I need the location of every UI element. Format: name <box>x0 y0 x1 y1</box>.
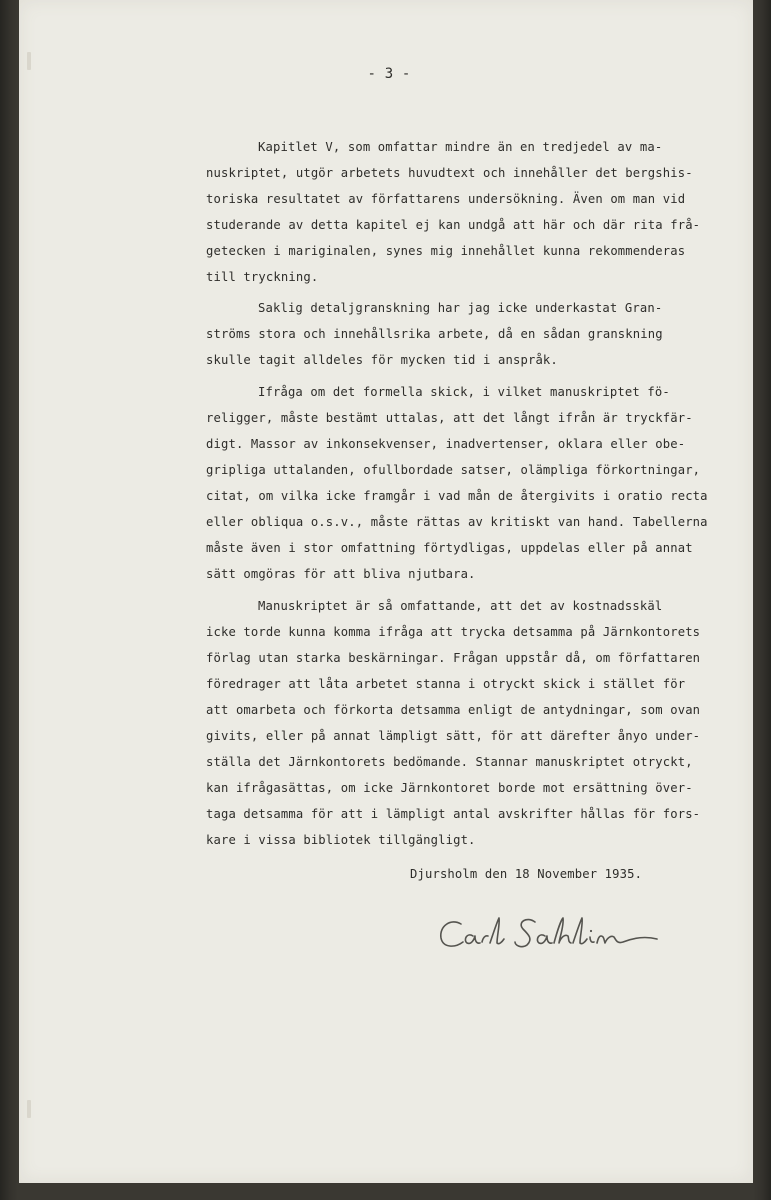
text-line: icke torde kunna komma ifråga att trycka detsamma på Järnkontorets <box>206 625 701 639</box>
text-line: kan ifrågasättas, om icke Järnkontoret borde mot ersättning över- <box>206 781 693 795</box>
text-line: religger, måste bestämt uttalas, att det långt ifrån är tryckfär- <box>206 411 693 425</box>
text-line: föredrager att låta arbetet stanna i otryckt skick i stället för <box>206 677 686 691</box>
text-line: skulle tagit alldeles för mycken tid i anspråk. <box>206 353 558 367</box>
text-line: Kapitlet V, som omfattar mindre än en tredjedel av ma- <box>258 140 663 154</box>
text-line: att omarbeta och förkorta detsamma enligt de antydningar, som ovan <box>206 703 701 717</box>
text-line: taga detsamma för att i lämpligt antal avskrifter hållas för fors- <box>206 807 701 821</box>
text-line: kare i vissa bibliotek tillgängligt. <box>206 833 476 847</box>
text-line: förlag utan starka beskärningar. Frågan uppstår då, om författaren <box>206 651 701 665</box>
handwritten-signature <box>437 912 677 956</box>
place-and-date: Djursholm den 18 November 1935. <box>410 867 643 881</box>
signature-dot <box>590 930 592 932</box>
page-number: - 3 - <box>367 66 411 82</box>
text-line: citat, om vilka icke framgår i vad mån de återgivits i oratio recta <box>206 489 708 503</box>
typewritten-text <box>19 0 753 1183</box>
text-line: till tryckning. <box>206 270 319 284</box>
text-line: gripliga uttalanden, ofullbordade satser, olämpliga förkortningar, <box>206 463 701 477</box>
text-line: toriska resultatet av författarens undersökning. Även om man vid <box>206 192 686 206</box>
paper-sheet <box>19 0 753 1183</box>
text-line: sätt omgöras för att bliva njutbara. <box>206 567 476 581</box>
text-line: nuskriptet, utgör arbetets huvudtext och innehåller det bergshis- <box>206 166 693 180</box>
text-line: digt. Massor av inkonsekvenser, inadvertenser, oklara eller obe- <box>206 437 686 451</box>
text-line: måste även i stor omfattning förtydligas, uppdelas eller på annat <box>206 541 693 555</box>
text-line: ströms stora och innehållsrika arbete, då en sådan granskning <box>206 327 663 341</box>
text-line: eller obliqua o.s.v., måste rättas av kritiskt van hand. Tabellerna <box>206 515 708 529</box>
text-line: getecken i mariginalen, synes mig innehållet kunna rekommenderas <box>206 244 686 258</box>
text-line: givits, eller på annat lämpligt sätt, för att därefter ånyo under- <box>206 729 701 743</box>
text-line: Manuskriptet är så omfattande, att det av kostnadsskäl <box>258 599 663 613</box>
text-line: Saklig detaljgranskning har jag icke underkastat Gran- <box>258 301 663 315</box>
text-line: ställa det Järnkontorets bedömande. Stannar manuskriptet otryckt, <box>206 755 693 769</box>
text-line: studerande av detta kapitel ej kan undgå att här och där rita frå- <box>206 218 701 232</box>
text-line: Ifråga om det formella skick, i vilket manuskriptet fö- <box>258 385 670 399</box>
